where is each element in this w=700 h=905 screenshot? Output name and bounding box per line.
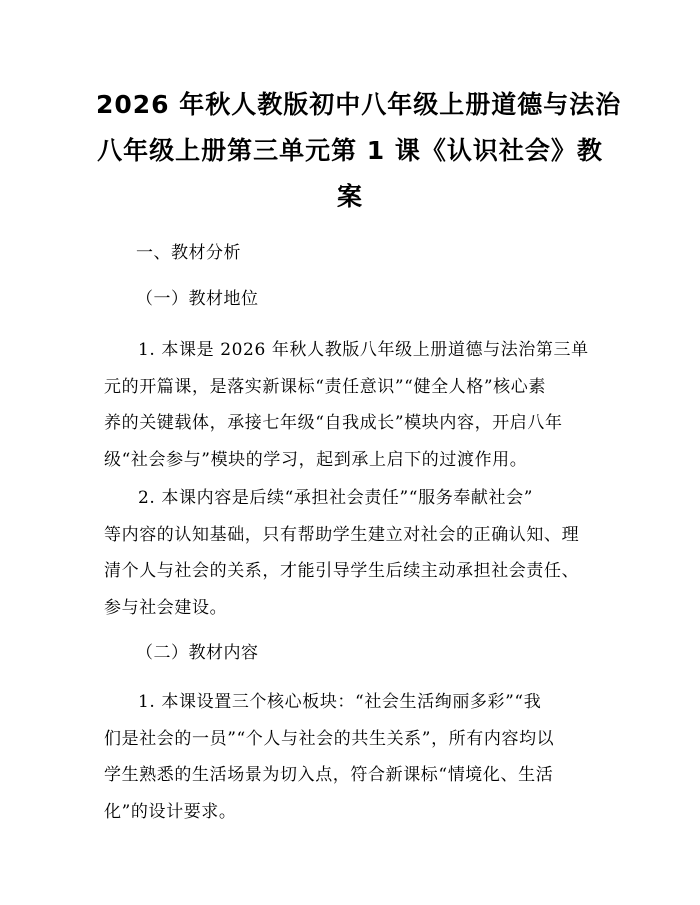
paragraph-1-line-1: 1. 本课是 2026 年秋人教版八年级上册道德与法治第三单 xyxy=(138,340,589,360)
document-title xyxy=(96,82,622,220)
paragraph-3-line-1: 1. 本课设置三个核心板块：“社会生活绚丽多彩”“我 xyxy=(138,692,542,712)
paragraph-3 xyxy=(104,684,600,830)
paragraph-1 xyxy=(104,332,600,478)
paragraph-2-line-2: 等内容的认知基础，只有帮助学生建立对社会的正确认知、理 xyxy=(104,524,580,545)
paragraph-3-line-2: 们是社会的一员”“个人与社会的共生关系”，所有内容均以 xyxy=(104,728,555,749)
paragraph-1-line-3: 养的关键载体，承接七年级“自我成长”模块内容，开启八年 xyxy=(104,413,563,433)
title-line-2: 八年级上册第三单元第 1 课《认识社会》教 xyxy=(97,136,603,165)
paragraph-3-line-3: 学生熟悉的生活场景为切入点，符合新课标“情境化、生活 xyxy=(104,765,554,785)
paragraph-2-line-3: 清个人与社会的关系，才能引导学生后续主动承担社会责任、 xyxy=(104,561,580,581)
subsection-heading-material-content: （二）教材内容 xyxy=(136,643,259,663)
title-line-1: 2026 年秋人教版初中八年级上册道德与法治 xyxy=(96,90,622,119)
paragraph-2-line-1: 2. 本课内容是后续“承担社会责任”“服务奉献社会” xyxy=(138,488,533,508)
section-heading-teaching-material-analysis: 一、教材分析 xyxy=(136,243,241,263)
title-line-3: 案 xyxy=(336,182,363,211)
paragraph-3-line-4: 化”的设计要求。 xyxy=(104,801,237,822)
paragraph-1-line-4: 级“社会参与”模块的学习，起到承上启下的过渡作用。 xyxy=(104,449,528,470)
paragraph-1-line-2: 元的开篇课，是落实新课标“责任意识”“健全人格”核心素 xyxy=(104,376,546,397)
paragraph-2 xyxy=(104,480,600,626)
paragraph-2-line-4: 参与社会建设。 xyxy=(104,597,228,618)
subsection-heading-material-position: （一）教材地位 xyxy=(136,289,259,309)
